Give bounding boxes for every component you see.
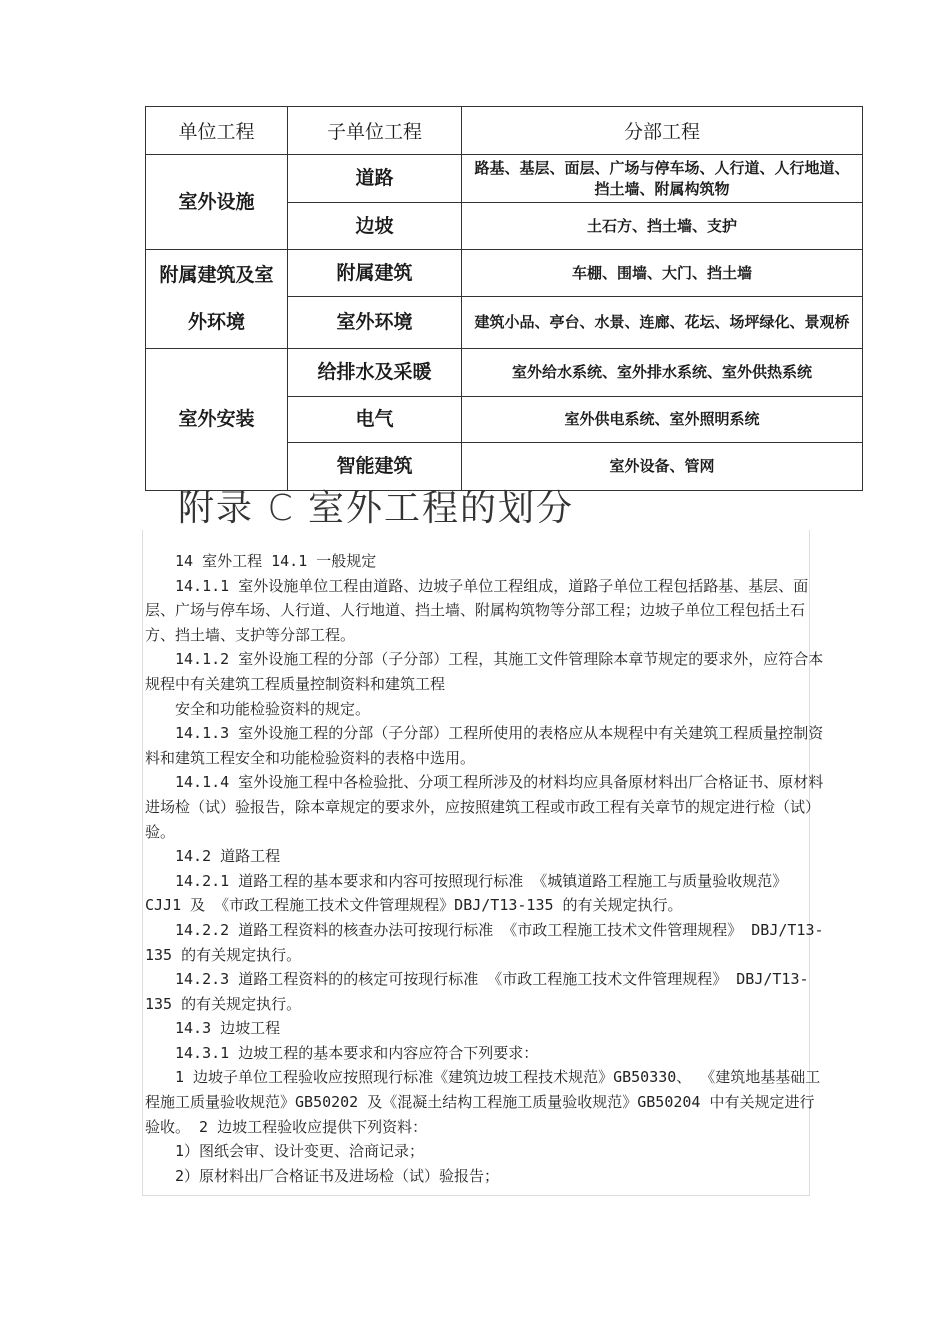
unit-line-1: 附属建筑及室 — [159, 264, 274, 286]
paragraph: 14.1.2 室外设施工程的分部（子分部）工程，其施工文件管理除本章节规定的要求外，应符合本规程中有关建筑工程质量控制资料和建筑工程 — [145, 650, 824, 693]
header-division: 分部工程 — [462, 107, 863, 155]
table-header-row — [146, 107, 863, 155]
section-heading: 14 室外工程 14.1 一般规定 — [175, 552, 377, 570]
table-row — [146, 250, 863, 297]
sub-unit-cell: 智能建筑 — [288, 443, 462, 491]
paragraph: 14.3.1 边坡工程的基本要求和内容应符合下列要求： — [175, 1043, 539, 1062]
paragraph: 14.2.1 道路工程的基本要求和内容可按照现行标准 《城镇道路工程施工与质量验收规范》 CJJ1 及 《市政工程施工技术文件管理规程》DBJ/T13-135 的有关规定执行。 — [145, 871, 788, 915]
list-item: 2）原材料出厂合格证书及进场检（试）验报告； — [175, 1166, 500, 1185]
unit-cell — [146, 250, 288, 349]
division-table — [145, 106, 863, 491]
paragraph: 14.1.3 室外设施工程的分部（子分部）工程所使用的表格应从本规程中有关建筑工程质量控制资料和建筑工程安全和功能检验资料的表格中选用。 — [145, 724, 824, 767]
header-sub-unit: 子单位工程 — [288, 107, 462, 155]
table-row — [146, 155, 863, 203]
division-cell: 车棚、围墙、大门、挡土墙 — [462, 250, 863, 297]
division-cell: 土石方、挡土墙、支护 — [462, 203, 863, 250]
paragraph: 14.2.3 道路工程资料的的核定可按现行标准 《市政工程施工技术文件管理规程》 DBJ/T13-135 的有关规定执行。 — [145, 970, 809, 1013]
unit-line-2: 外环境 — [187, 311, 245, 333]
header-unit: 单位工程 — [146, 107, 288, 155]
paragraph: 安全和功能检验资料的规定。 — [175, 699, 371, 718]
sub-unit-cell: 给排水及采暖 — [288, 349, 462, 397]
sub-unit-cell: 电气 — [288, 397, 462, 443]
section-heading: 14.3 边坡工程 — [175, 1019, 281, 1038]
unit-cell: 室外安装 — [146, 349, 288, 491]
appendix-title: 附录 C 室外工程的划分 — [178, 488, 575, 529]
paragraph: 1 边坡子单位工程验收应按照现行标准《建筑边坡工程技术规范》GB50330、 《建筑地基基础工程施工质量验收规范》GB50202 及《混凝土结构工程施工质量验收规范》GB50204 中有关规定进行验收。 2 边坡工程验收应提供下列资料： — [145, 1068, 821, 1136]
sub-unit-cell: 室外环境 — [288, 297, 462, 349]
body-text — [145, 549, 825, 1188]
sub-unit-cell: 道路 — [288, 155, 462, 203]
sub-unit-cell: 边坡 — [288, 203, 462, 250]
paragraph: 14.2.2 道路工程资料的核查办法可按现行标准 《市政工程施工技术文件管理规程》 DBJ/T13-135 的有关规定执行。 — [145, 920, 824, 964]
table-row — [146, 349, 863, 397]
section-heading: 14.2 道路工程 — [175, 847, 281, 866]
division-cell: 建筑小品、亭台、水景、连廊、花坛、场坪绿化、景观桥 — [462, 297, 863, 349]
sub-unit-cell: 附属建筑 — [288, 250, 462, 297]
division-cell: 室外供电系统、室外照明系统 — [462, 397, 863, 443]
unit-cell: 室外设施 — [146, 155, 288, 250]
division-cell: 路基、基层、面层、广场与停车场、人行道、人行地道、挡土墙、附属构筑物 — [462, 155, 863, 203]
division-cell: 室外设备、管网 — [462, 443, 863, 491]
list-item: 1）图纸会审、设计变更、洽商记录； — [175, 1142, 425, 1161]
paragraph: 14.1.4 室外设施工程中各检验批、分项工程所涉及的材料均应具备原材料出厂合格证书、原材料进场检（试）验报告，除本章规定的要求外，应按照建筑工程或市政工程有关章节的规定进行检（试）验。 — [145, 773, 824, 841]
division-cell: 室外给水系统、室外排水系统、室外供热系统 — [462, 349, 863, 397]
paragraph: 14.1.1 室外设施单位工程由道路、边坡子单位工程组成，道路子单位工程包括路基、基层、面层、广场与停车场、人行道、人行地道、挡土墙、附属构筑物等分部工程；边坡子单位工程包括土石方、挡土墙、支护等分部工程。 — [145, 576, 809, 644]
